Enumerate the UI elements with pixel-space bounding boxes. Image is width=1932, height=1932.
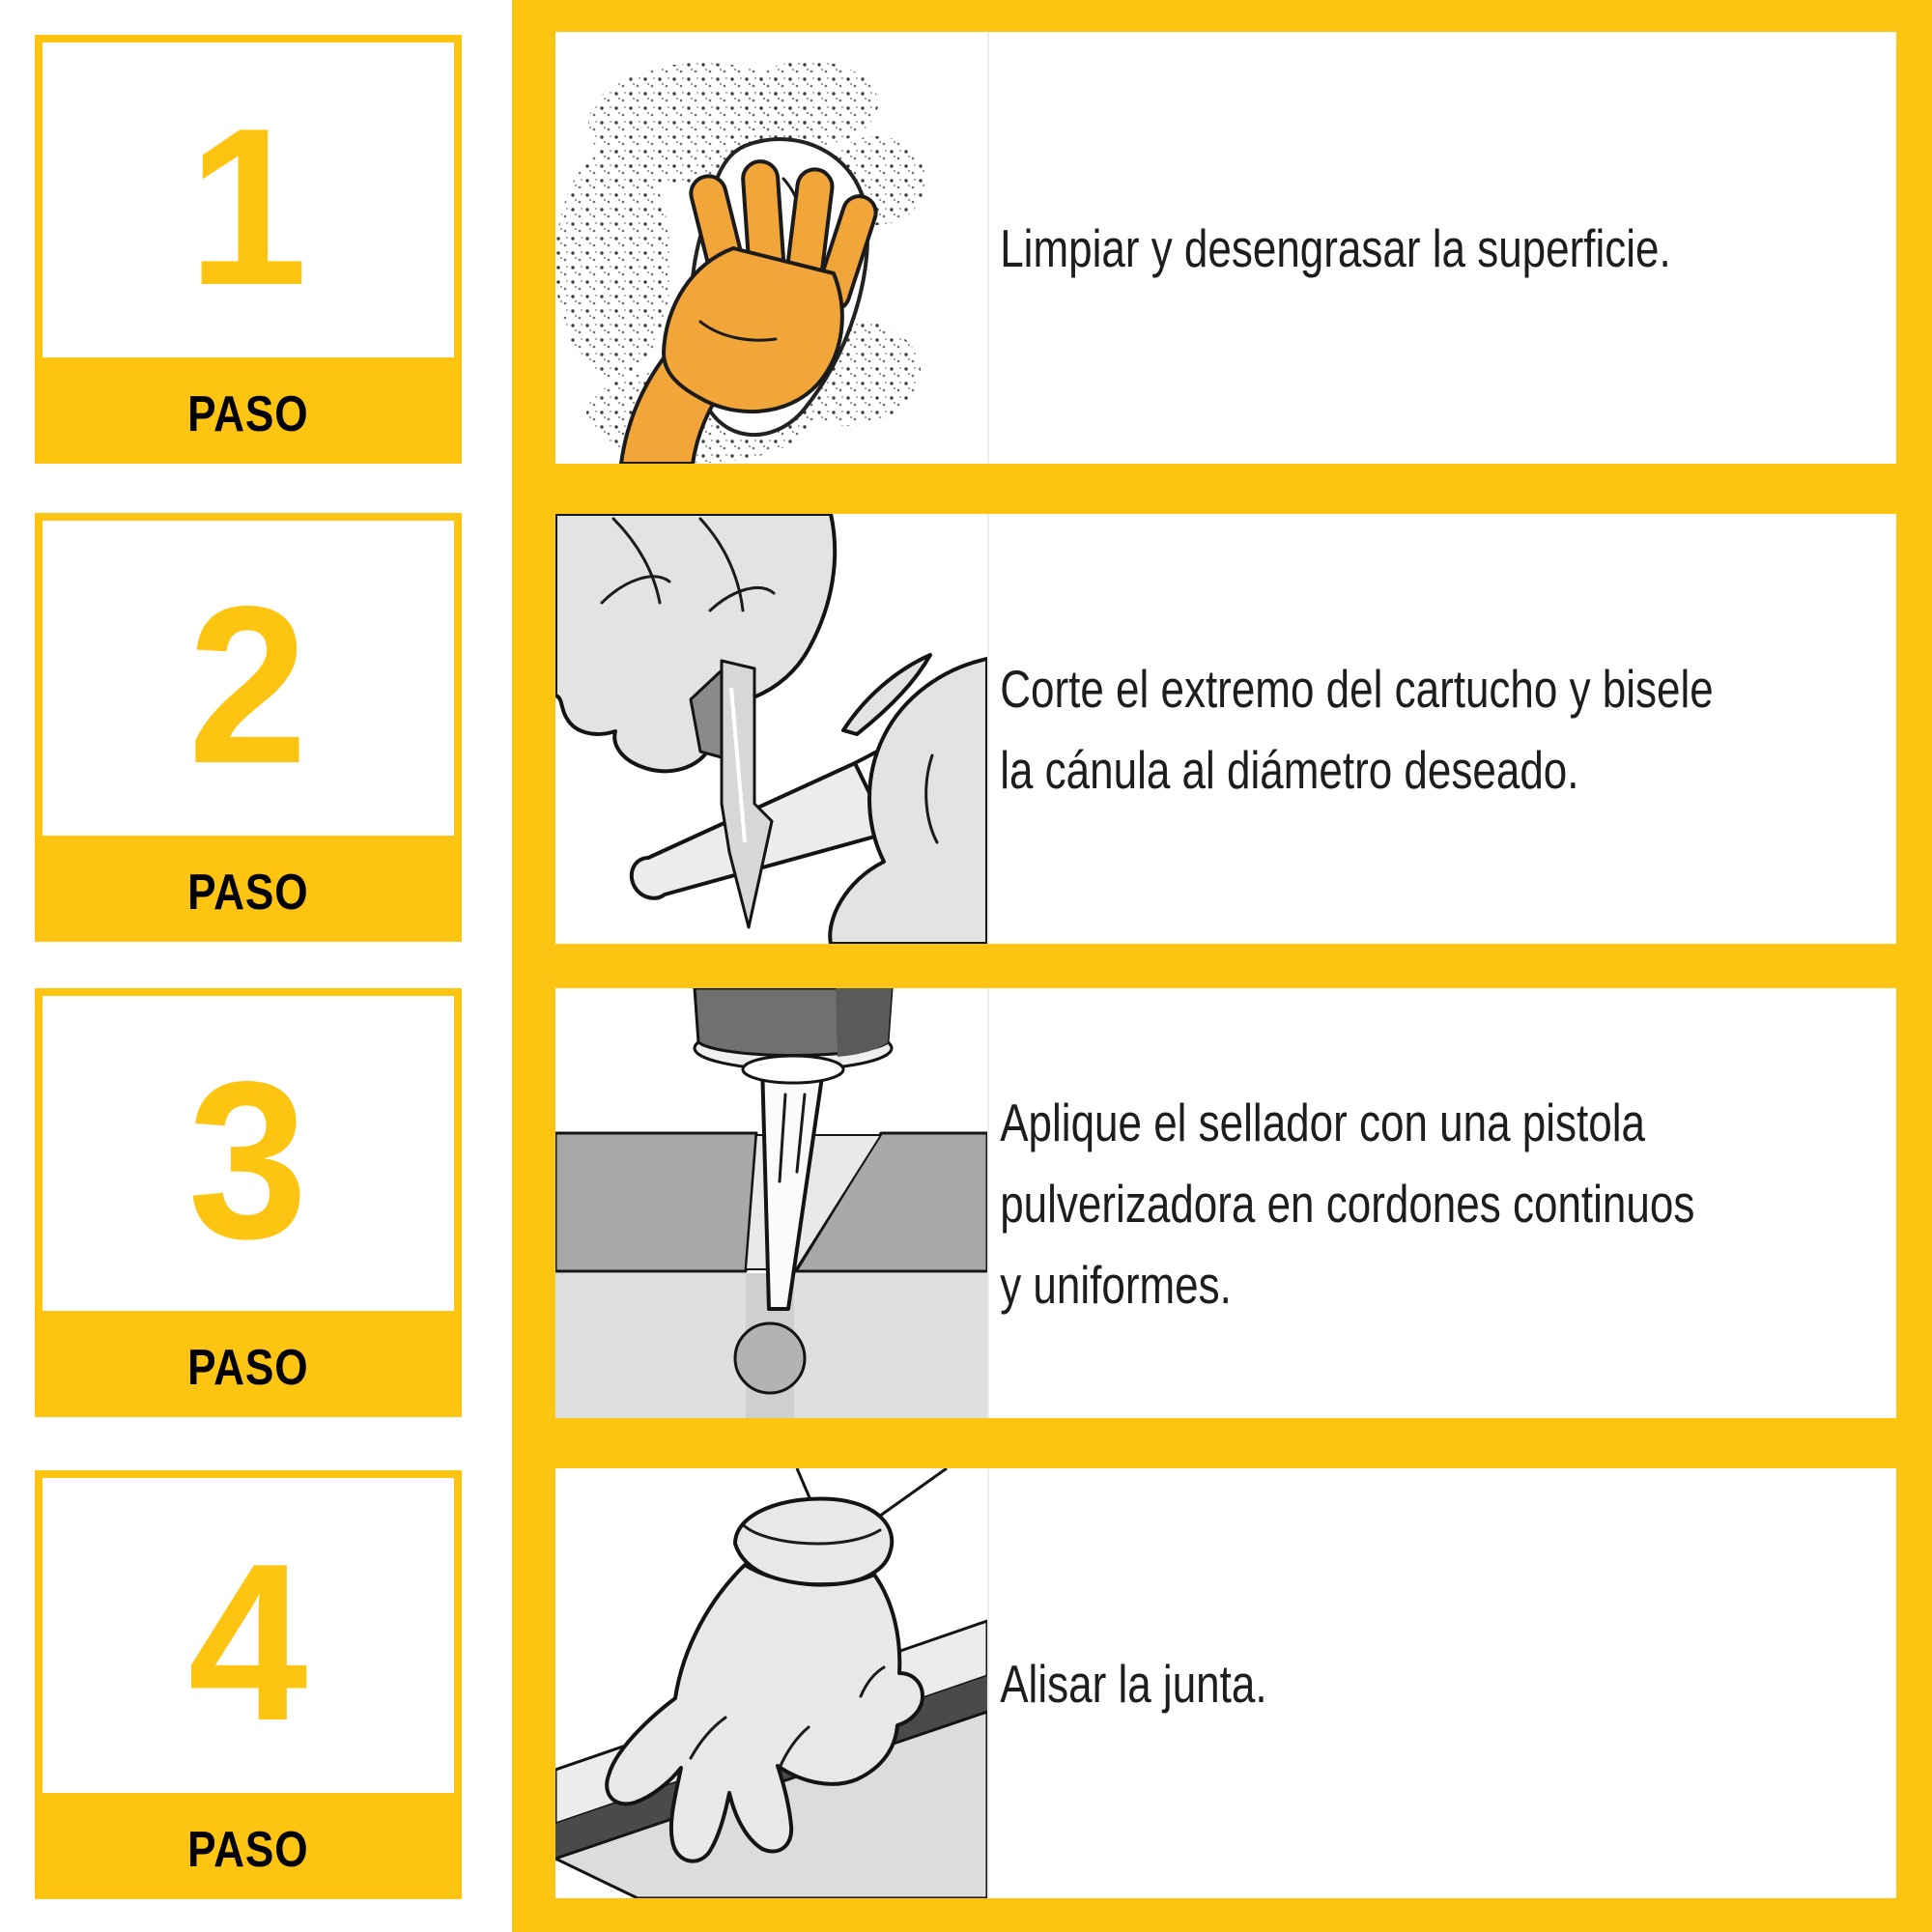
step-number-box-3 (35, 988, 462, 1319)
step-row-3 (555, 988, 1896, 1418)
step2-text-cell (989, 514, 1896, 944)
step3-text-cell (989, 988, 1896, 1418)
step-number-1: 1 (188, 82, 308, 332)
step3-illustration-cell (555, 988, 989, 1418)
step-number-box-2 (35, 513, 462, 843)
step-card-4 (35, 1470, 462, 1899)
paso-bar-4 (35, 1801, 462, 1899)
step-number-box-1 (35, 35, 462, 365)
step-card-1 (35, 35, 462, 464)
step-number-2: 2 (188, 560, 308, 810)
glove-wiping-surface-icon (555, 32, 987, 464)
step4-instruction: Alisar la junta. (1000, 1653, 1267, 1714)
step3-instruction: Aplique el sellador con una pistola pulverizadora en cordones continuos y uniformes. (1000, 1092, 1695, 1315)
paso-label-4: PASO (187, 1822, 309, 1878)
paso-label-2: PASO (187, 865, 309, 921)
step-card-2 (35, 513, 462, 942)
step-row-4 (555, 1468, 1896, 1898)
paso-label-3: PASO (187, 1340, 309, 1396)
paso-bar-3 (35, 1319, 462, 1417)
sealant-application-joint-icon (555, 988, 987, 1418)
step2-illustration-cell (555, 514, 989, 944)
paso-label-1: PASO (187, 386, 309, 442)
step2-instruction: Corte el extremo del cartucho y bisele la cánula al diámetro deseado. (1000, 658, 1714, 800)
step-number-4: 4 (188, 1518, 308, 1768)
step-number-box-4 (35, 1470, 462, 1801)
step-row-2 (555, 514, 1896, 944)
step1-text-cell (989, 32, 1896, 464)
hand-smoothing-joint-icon (555, 1468, 987, 1898)
step-number-3: 3 (188, 1036, 308, 1286)
step4-illustration-cell (555, 1468, 989, 1898)
step1-illustration-cell (555, 32, 989, 464)
steps-panel (512, 0, 1932, 1932)
step-card-3 (35, 988, 462, 1417)
paso-bar-1 (35, 365, 462, 464)
step-row-1 (555, 32, 1896, 464)
cutting-cartridge-nozzle-icon (555, 514, 987, 944)
paso-bar-2 (35, 843, 462, 942)
step1-instruction: Limpiar y desengrasar la superficie. (1000, 217, 1671, 278)
step4-text-cell (989, 1468, 1896, 1898)
